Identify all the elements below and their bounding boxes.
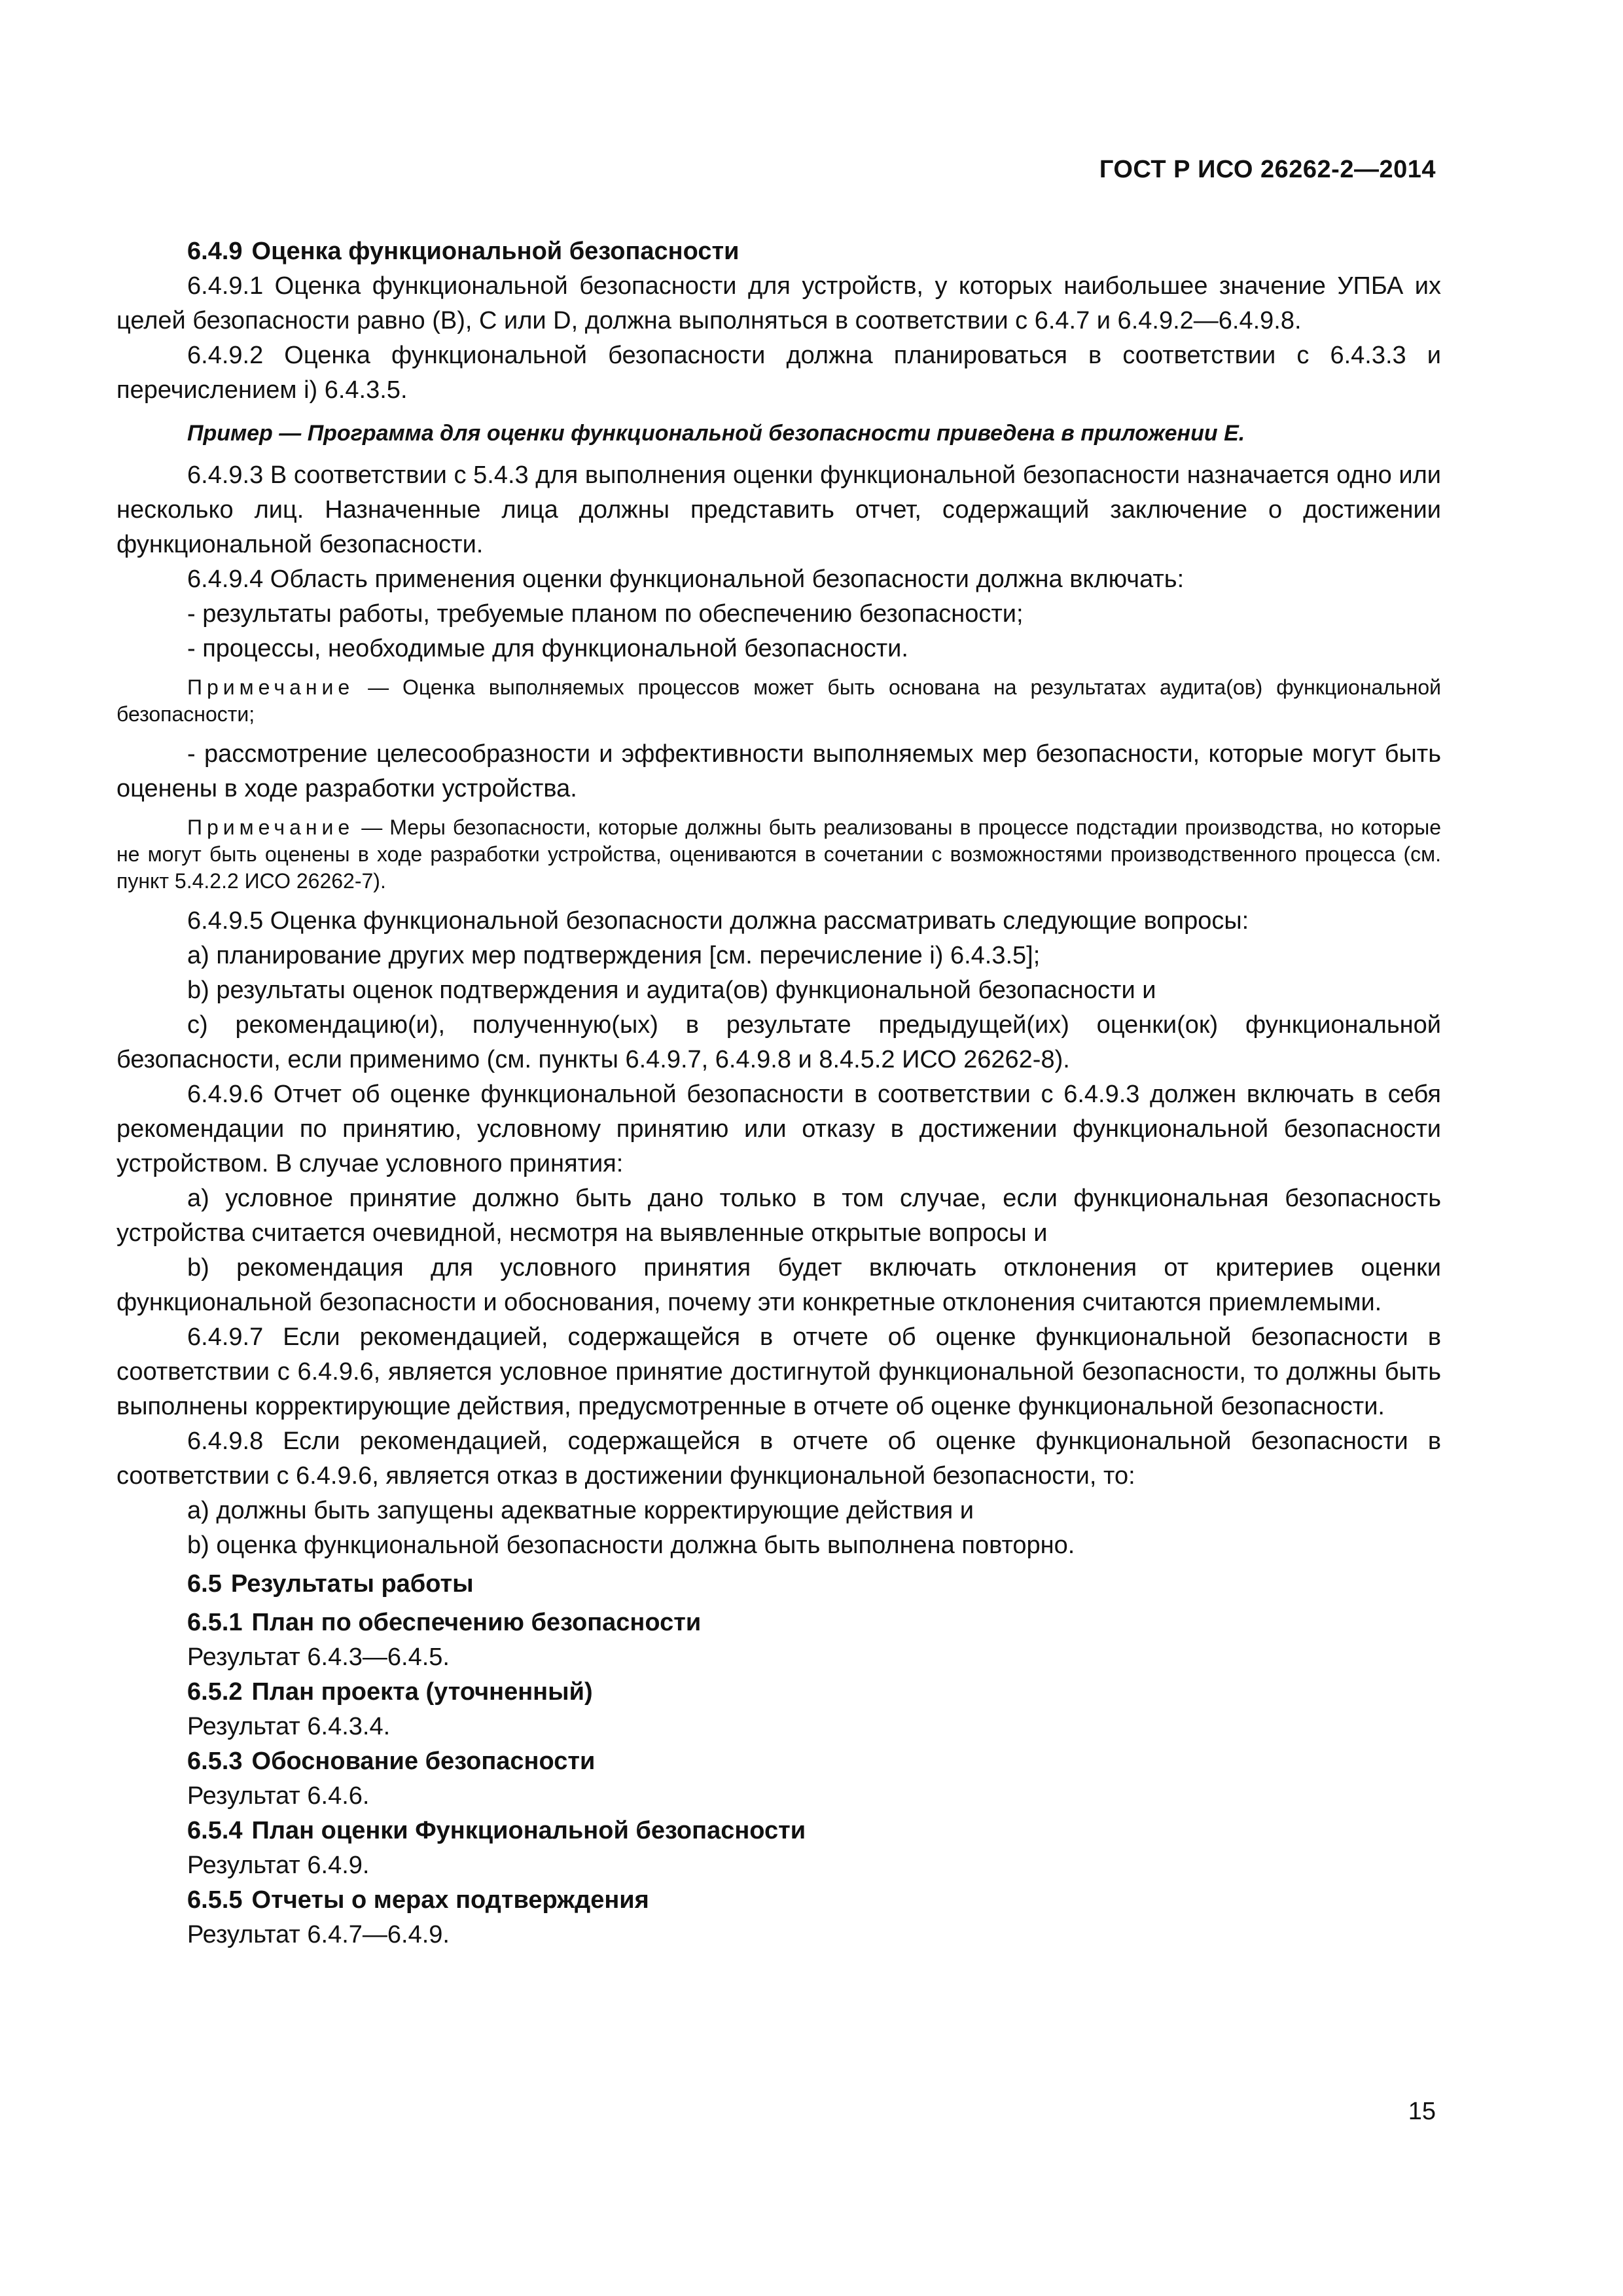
subsection-heading-6-5-4 [116,1814,1441,1848]
list-item: c) рекомендацию(и), полученную(ых) в результате предыдущей(их) оценки(ок) функциональной безопасности, если применимо (см. пункты 6.4.9.7, 6.4.9.8 и 8.4.5.2 ИСО 26262-8). [116,1011,1441,1073]
document-code-header: ГОСТ Р ИСО 26262-2—2014 [1099,156,1436,183]
note-label: Примечание [187,675,355,699]
page-content [116,234,1441,1952]
subsection-number: 6.5.3 [187,1748,243,1775]
subsection-number: 6.5.1 [187,1609,243,1636]
result-line: Результат 6.4.9. [187,1852,370,1879]
note-label: Примечание [187,816,355,839]
subsection-title: Обоснование безопасности [251,1748,596,1775]
result-line: Результат 6.4.3.4. [187,1713,391,1740]
subsection-heading-6-5-5 [116,1883,1441,1918]
list-item: - результаты работы, требуемые планом по обеспечению безопасности; [187,600,1024,628]
section-number: 6.4.9 [187,238,243,265]
list-item: - процессы, необходимые для функциональной безопасности. [187,635,908,662]
subsection-number: 6.5.2 [187,1678,243,1706]
section-heading-6-4-9 [116,234,1441,269]
section-title: Результаты работы [230,1570,474,1598]
paragraph-6-4-9-6: 6.4.9.6 Отчет об оценке функциональной безопасности в соответствии с 6.4.9.3 должен включать в себя рекомендации по принятию, условному принятию или отказу в достижении функциональной безопасности устройством. В случае условного принятия: [116,1081,1441,1177]
paragraph-6-4-9-4: 6.4.9.4 Область применения оценки функциональной безопасности должна включать: [187,565,1185,593]
subsection-heading-6-5-3 [116,1744,1441,1779]
subsection-number: 6.5.4 [187,1817,243,1844]
subsection-title: План оценки Функциональной безопасности [251,1817,806,1844]
result-line: Результат 6.4.3—6.4.5. [187,1643,450,1671]
example-text: Пример — Программа для оценки функциональной безопасности приведена в приложении Е. [187,421,1245,446]
subsection-heading-6-5-2 [116,1675,1441,1710]
subsection-number: 6.5.5 [187,1886,243,1914]
subsection-title: Отчеты о мерах подтверждения [251,1886,649,1914]
page-number: 15 [1408,2098,1436,2125]
section-title: Оценка функциональной безопасности [251,238,740,265]
paragraph-6-4-9-2: 6.4.9.2 Оценка функциональной безопасности должна планироваться в соответствии с 6.4.3.3 и перечислением i) 6.4.3.5. [116,342,1441,404]
list-item: a) планирование других мер подтверждения [см. перечисление i) 6.4.3.5]; [187,942,1041,969]
note-text: — Меры безопасности, которые должны быть реализованы в процессе подстадии производства, но которые не могут быть оценены в ходе разработки устройства, оцениваются в сочетании с возможностями производственного процесса (см. пункт 5.4.2.2 ИСО 26262-7). [116,816,1441,893]
result-line: Результат 6.4.6. [187,1782,370,1810]
list-item: b) рекомендация для условного принятия будет включать отклонения от критериев оценки функциональной безопасности и обоснования, почему эти конкретные отклонения считаются приемлемыми. [116,1254,1441,1316]
note-text: — Оценка выполняемых процессов может быть основана на результатах аудита(ов) функциональной безопасности; [116,675,1441,726]
section-heading-6-5 [116,1567,1441,1602]
list-item: a) должны быть запущены адекватные корректирующие действия и [187,1497,974,1524]
list-item: a) условное принятие должно быть дано только в том случае, если функциональная безопасность устройства считается очевидной, несмотря на выявленные открытые вопросы и [116,1185,1441,1247]
subsection-title: План по обеспечению безопасности [251,1609,702,1636]
note-2 [116,814,1441,895]
paragraph-6-4-9-3: 6.4.9.3 В соответствии с 5.4.3 для выполнения оценки функциональной безопасности назначается одно или несколько лиц. Назначенные лица должны представить отчет, содержащий заключение о достижении функциональной безопасности. [116,461,1441,558]
section-number: 6.5 [187,1570,222,1598]
result-line: Результат 6.4.7—6.4.9. [187,1921,450,1948]
paragraph-6-4-9-7: 6.4.9.7 Если рекомендацией, содержащейся в отчете об оценке функциональной безопасности в соответствии с 6.4.9.6, является условное принятие достигнутой функциональной безопасности, то должны быть выполнены корректирующие действия, предусмотренные в отчете об оценке функциональной безопасности. [116,1323,1441,1420]
subsection-title: План проекта (уточненный) [251,1678,593,1706]
list-item: b) результаты оценок подтверждения и аудита(ов) функциональной безопасности и [187,977,1156,1004]
paragraph-6-4-9-8: 6.4.9.8 Если рекомендацией, содержащейся в отчете об оценке функциональной безопасности в соответствии с 6.4.9.6, является отказ в достижении функциональной безопасности, то: [116,1427,1441,1490]
note-1 [116,674,1441,728]
subsection-heading-6-5-1 [116,1605,1441,1640]
list-item: b) оценка функциональной безопасности должна быть выполнена повторно. [187,1532,1075,1559]
paragraph-6-4-9-1: 6.4.9.1 Оценка функциональной безопасности для устройств, у которых наибольшее значение УПБА их целей безопасности равно (B), C или D, должна выполняться в соответствии с 6.4.7 и 6.4.9.2—6.4.9.8. [116,272,1441,334]
list-item: - рассмотрение целесообразности и эффективности выполняемых мер безопасности, которые могут быть оценены в ходе разработки устройства. [116,740,1441,802]
paragraph-6-4-9-5: 6.4.9.5 Оценка функциональной безопасности должна рассматривать следующие вопросы: [187,907,1249,935]
